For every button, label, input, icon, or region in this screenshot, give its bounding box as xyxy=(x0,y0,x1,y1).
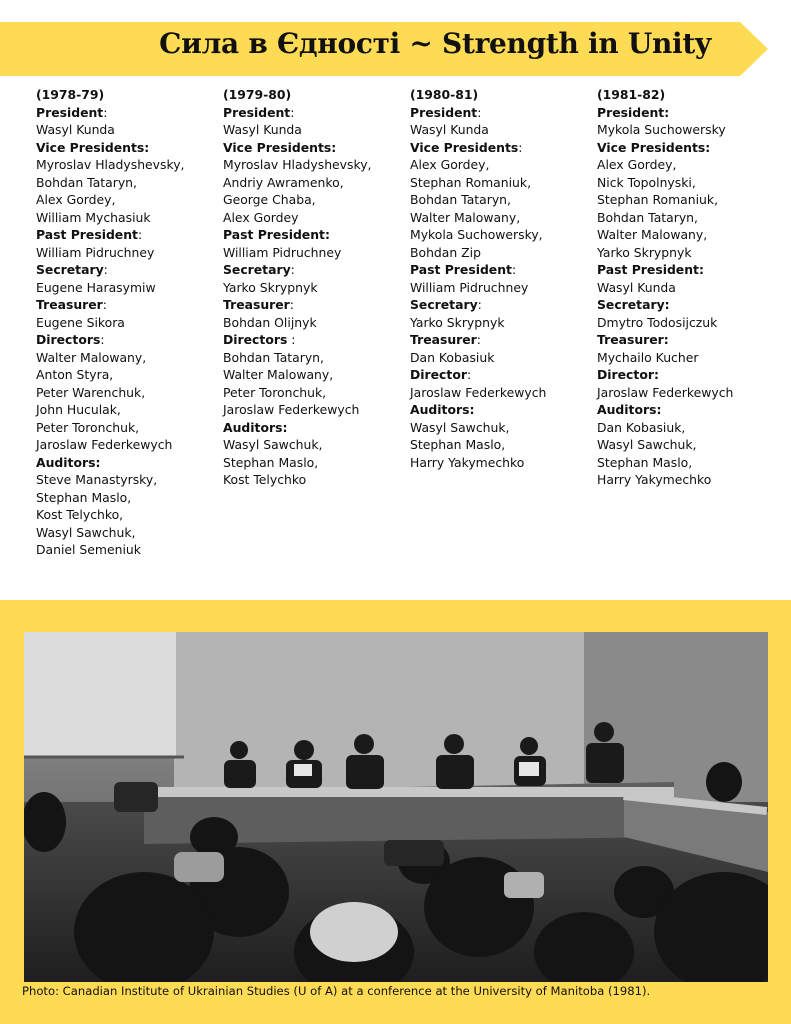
line-text: Dan Kobasiuk xyxy=(410,349,495,365)
officer-name xyxy=(223,384,409,402)
officer-name xyxy=(410,279,596,297)
line-text: Past President: xyxy=(223,227,330,242)
line-text: Bohdan Tataryn, xyxy=(36,174,137,190)
officer-name xyxy=(410,436,596,454)
line-text: Wasyl Kunda xyxy=(223,122,302,137)
officer-name xyxy=(223,156,409,174)
officer-heading xyxy=(223,139,409,157)
officer-name xyxy=(223,209,409,227)
line-text: Walter Malowany, xyxy=(410,209,521,225)
officers-1980-81 xyxy=(410,86,596,471)
line-text: Secretary xyxy=(36,262,104,277)
officer-name xyxy=(36,366,222,384)
officer-name xyxy=(223,121,409,139)
line-text: Secretary xyxy=(410,297,478,312)
line-text: John Huculak, xyxy=(36,402,121,417)
officer-name xyxy=(36,156,222,174)
officer-name xyxy=(597,244,783,262)
line-text: Nick Topolnyski, xyxy=(597,174,696,190)
line-text: Past President xyxy=(410,262,512,277)
officer-name xyxy=(410,191,596,209)
officer-heading xyxy=(597,366,783,384)
officer-name xyxy=(410,349,596,367)
officer-name xyxy=(36,209,222,227)
officer-heading xyxy=(223,104,409,122)
line-suffix: : xyxy=(511,262,517,277)
officer-name xyxy=(36,314,222,332)
officer-heading xyxy=(36,296,222,314)
line-text: Mykola Suchowersky, xyxy=(410,227,543,242)
line-text: Daniel Semeniuk xyxy=(36,542,141,557)
officer-heading xyxy=(597,261,783,279)
line-text: Past President: xyxy=(597,262,704,277)
officer-name xyxy=(410,174,596,192)
line-text: Yarko Skrypnyk xyxy=(223,279,318,295)
line-text: Past President xyxy=(36,227,138,242)
officer-heading xyxy=(36,261,222,279)
line-text: Dan Kobasiuk, xyxy=(597,419,686,435)
officer-heading xyxy=(36,226,222,244)
officer-name xyxy=(597,384,783,402)
officer-name xyxy=(36,191,222,209)
line-text: Treasurer: xyxy=(597,332,669,347)
officer-heading xyxy=(36,86,222,104)
officer-heading xyxy=(597,86,783,104)
officer-heading xyxy=(223,226,409,244)
line-text: Stephan Maslo, xyxy=(36,489,132,505)
officer-name xyxy=(597,209,783,227)
line-suffix: : xyxy=(477,297,482,312)
officer-heading xyxy=(597,296,783,314)
officer-name xyxy=(223,314,409,332)
line-text: (1981-82) xyxy=(597,87,666,102)
line-text: Alex Gordey xyxy=(223,209,299,225)
line-text: Wasyl Kunda xyxy=(36,122,115,137)
line-text: Yarko Skrypnyk xyxy=(597,244,692,260)
line-text: Walter Malowany, xyxy=(597,227,708,242)
officer-name xyxy=(223,349,409,367)
line-text: Wasyl Kunda xyxy=(410,122,489,137)
officer-name xyxy=(223,191,409,209)
line-text: President xyxy=(410,104,478,120)
line-text: Steve Manastyrsky, xyxy=(36,472,158,487)
line-text: (1979-80) xyxy=(223,87,292,102)
officer-name xyxy=(36,244,222,262)
line-text: Wasyl Kunda xyxy=(597,279,676,295)
officer-name xyxy=(597,226,783,244)
officers-1979-80 xyxy=(223,86,409,489)
line-text: Auditors: xyxy=(36,454,101,470)
line-text: Auditors: xyxy=(597,402,662,417)
line-text: Alex Gordey, xyxy=(410,157,490,172)
officer-name xyxy=(597,436,783,454)
officer-name xyxy=(410,156,596,174)
officer-name xyxy=(36,489,222,507)
line-text: (1980-81) xyxy=(410,87,479,102)
line-suffix: : xyxy=(289,297,294,312)
line-text: Treasurer xyxy=(36,297,103,312)
line-text: Vice Presidents: xyxy=(597,139,711,155)
line-text: Yarko Skrypnyk xyxy=(410,314,505,330)
line-text: Alex Gordey, xyxy=(36,192,116,207)
officer-name xyxy=(597,419,783,437)
line-text: Kost Telychko, xyxy=(36,507,124,522)
line-text: President: xyxy=(597,104,670,120)
line-text: Peter Toronchuk, xyxy=(223,384,327,400)
line-text: William Pidruchney xyxy=(36,244,155,260)
line-text: Kost Telychko xyxy=(223,472,307,487)
officer-name xyxy=(223,471,409,489)
officer-name xyxy=(36,401,222,419)
line-text: Eugene Sikora xyxy=(36,314,125,330)
conference-photo xyxy=(24,632,768,982)
line-text: Auditors: xyxy=(410,402,475,417)
line-text: Eugene Harasymiw xyxy=(36,279,156,295)
officer-heading xyxy=(410,401,596,419)
officer-heading xyxy=(410,104,596,122)
officer-heading xyxy=(597,104,783,122)
line-text: Mykola Suchowersky xyxy=(597,122,726,137)
page-title: Сила в Єдності ~ Strength in Unity xyxy=(159,27,711,60)
officer-name xyxy=(223,401,409,419)
officers-1981-82 xyxy=(597,86,783,489)
officer-heading xyxy=(410,366,596,384)
officer-heading xyxy=(410,261,596,279)
line-text: Wasyl Sawchuk, xyxy=(223,437,323,452)
line-text: Jaroslaw Federkewych xyxy=(597,384,734,400)
line-suffix: : xyxy=(103,262,108,277)
line-text: Andriy Awramenko, xyxy=(223,174,344,190)
officer-name xyxy=(36,419,222,437)
line-text: Wasyl Sawchuk, xyxy=(410,419,510,435)
line-text: Stephan Maslo, xyxy=(410,437,506,452)
line-text: Bohdan Tataryn, xyxy=(223,349,324,365)
officer-heading xyxy=(410,86,596,104)
line-text: William Pidruchney xyxy=(410,279,529,295)
officer-name xyxy=(410,384,596,402)
officer-name xyxy=(223,454,409,472)
line-suffix: : xyxy=(518,139,523,155)
line-text: William Pidruchney xyxy=(223,244,342,260)
line-text: George Chaba, xyxy=(223,192,316,207)
officer-heading xyxy=(597,331,783,349)
officer-heading xyxy=(410,331,596,349)
line-text: Directors xyxy=(36,332,101,347)
line-text: Walter Malowany, xyxy=(223,367,334,382)
officer-name xyxy=(36,506,222,524)
line-suffix: : xyxy=(100,332,105,347)
officer-heading xyxy=(36,331,222,349)
line-suffix: : xyxy=(476,332,481,347)
line-text: Vice Presidents xyxy=(410,139,519,155)
line-text: Peter Toronchuk, xyxy=(36,419,140,435)
officer-name xyxy=(597,471,783,489)
line-text: Anton Styra, xyxy=(36,367,114,382)
line-suffix: : xyxy=(290,262,295,277)
line-text: Stephan Maslo, xyxy=(223,454,319,470)
line-text: Jaroslaw Federkewych xyxy=(223,402,360,417)
officer-name xyxy=(597,279,783,297)
officer-heading xyxy=(597,401,783,419)
line-suffix: : xyxy=(287,332,296,347)
officer-name xyxy=(597,454,783,472)
officer-name xyxy=(597,174,783,192)
officer-name xyxy=(410,419,596,437)
line-text: President xyxy=(223,104,291,120)
officer-name xyxy=(36,524,222,542)
officer-name xyxy=(223,366,409,384)
line-suffix: : xyxy=(477,104,482,120)
line-text: Stephan Romaniuk, xyxy=(410,174,532,190)
line-text: Dmytro Todosijczuk xyxy=(597,314,718,330)
officer-name xyxy=(410,209,596,227)
line-text: Bohdan Tataryn, xyxy=(597,209,698,225)
line-text: Vice Presidents: xyxy=(223,139,337,155)
line-text: William Mychasiuk xyxy=(36,209,151,225)
line-suffix: : xyxy=(290,104,295,120)
officer-heading xyxy=(410,139,596,157)
line-suffix: : xyxy=(102,297,107,312)
officer-name xyxy=(36,384,222,402)
line-text: Peter Warenchuk, xyxy=(36,384,146,400)
officer-name xyxy=(410,226,596,244)
officer-heading xyxy=(36,454,222,472)
photo-section xyxy=(0,600,791,1024)
line-suffix: : xyxy=(137,227,143,242)
officer-name xyxy=(36,174,222,192)
line-text: Mychailo Kucher xyxy=(597,349,699,365)
line-suffix: : xyxy=(466,367,472,382)
title-banner xyxy=(0,22,791,76)
officer-heading xyxy=(410,296,596,314)
line-suffix: : xyxy=(103,104,108,120)
officer-name xyxy=(410,314,596,332)
officer-name xyxy=(597,349,783,367)
line-text: Myroslav Hladyshevsky, xyxy=(223,157,372,172)
line-text: (1978-79) xyxy=(36,87,105,102)
officer-name xyxy=(36,349,222,367)
officer-name xyxy=(597,121,783,139)
line-text: President xyxy=(36,104,104,120)
officer-name xyxy=(223,436,409,454)
officer-name xyxy=(597,156,783,174)
officer-name xyxy=(223,279,409,297)
officer-name xyxy=(597,314,783,332)
line-text: Wasyl Sawchuk, xyxy=(36,524,136,540)
line-text: Director: xyxy=(597,367,659,382)
line-text: Directors xyxy=(223,332,288,347)
line-text: Treasurer xyxy=(410,332,477,347)
line-text: Vice Presidents: xyxy=(36,139,150,155)
officer-name xyxy=(223,244,409,262)
line-text: Stephan Romaniuk, xyxy=(597,192,719,207)
officer-name xyxy=(36,121,222,139)
officer-name xyxy=(36,471,222,489)
officer-name xyxy=(36,279,222,297)
officers-1978-79 xyxy=(36,86,222,559)
officer-name xyxy=(410,454,596,472)
line-text: Harry Yakymechko xyxy=(597,472,712,487)
line-text: Jaroslaw Federkewych xyxy=(36,437,173,452)
officer-heading xyxy=(223,331,409,349)
line-text: Stephan Maslo, xyxy=(597,454,693,470)
officer-name xyxy=(410,121,596,139)
line-text: Bohdan Olijnyk xyxy=(223,314,317,330)
officer-name xyxy=(36,541,222,559)
line-text: Jaroslaw Federkewych xyxy=(410,384,547,400)
officer-heading xyxy=(36,139,222,157)
line-text: Treasurer xyxy=(223,297,290,312)
line-text: Harry Yakymechko xyxy=(410,454,525,470)
line-text: Alex Gordey, xyxy=(597,157,677,172)
officer-name xyxy=(36,436,222,454)
line-text: Myroslav Hladyshevsky, xyxy=(36,157,185,172)
photo-caption: Photo: Canadian Institute of Ukrainian Studies (U of A) at a conference at the University of Manitoba (1981). xyxy=(22,984,651,998)
officer-name xyxy=(223,174,409,192)
line-text: Secretary: xyxy=(597,297,670,312)
officer-name xyxy=(597,191,783,209)
officer-heading xyxy=(223,419,409,437)
line-text: Director xyxy=(410,367,467,382)
line-text: Bohdan Tataryn, xyxy=(410,192,511,207)
officer-heading xyxy=(36,104,222,122)
officer-name xyxy=(410,244,596,262)
officer-heading xyxy=(223,296,409,314)
officer-heading xyxy=(597,139,783,157)
officer-heading xyxy=(223,261,409,279)
line-text: Bohdan Zip xyxy=(410,244,481,260)
line-text: Walter Malowany, xyxy=(36,349,147,365)
line-text: Wasyl Sawchuk, xyxy=(597,437,697,452)
officer-heading xyxy=(223,86,409,104)
line-text: Auditors: xyxy=(223,419,288,435)
line-text: Secretary xyxy=(223,262,291,277)
